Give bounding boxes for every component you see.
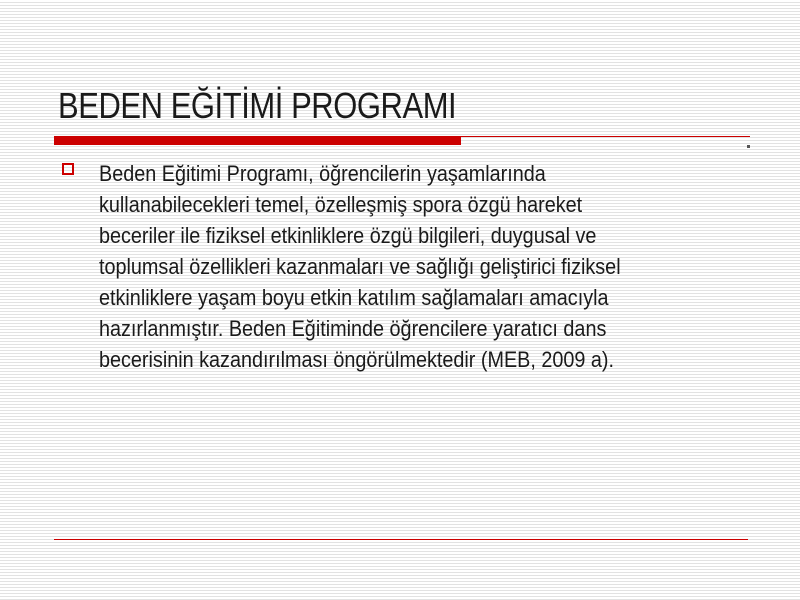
- bullet-line: becerisinin kazandırılması öngörülmektedir (MEB, 2009 a).: [99, 347, 615, 372]
- slide-title: BEDEN EĞİTİMİ PROGRAMI: [58, 85, 457, 126]
- bullet-text: [99, 158, 729, 375]
- bullet-line: kullanabilecekleri temel, özelleşmiş spora özgü hareket: [99, 192, 583, 217]
- title-underline-thick: [54, 137, 461, 145]
- bullet-line: etkinliklere yaşam boyu etkin katılım sağlamaları amacıyla: [99, 285, 609, 310]
- bullet-line: beceriler ile fiziksel etkinliklere özgü bilgileri, duygusal ve: [99, 223, 597, 248]
- hollow-square-bullet-icon: [62, 163, 74, 175]
- footer-divider: [54, 539, 748, 540]
- bullet-line: hazırlanmıştır. Beden Eğitiminde öğrencilere yaratıcı dans: [99, 316, 607, 341]
- corner-mark: [747, 145, 750, 148]
- bullet-line: toplumsal özellikleri kazanmaları ve sağlığı geliştirici fiziksel: [99, 254, 621, 279]
- bullet-line: Beden Eğitimi Programı, öğrencilerin yaşamlarında: [99, 161, 546, 186]
